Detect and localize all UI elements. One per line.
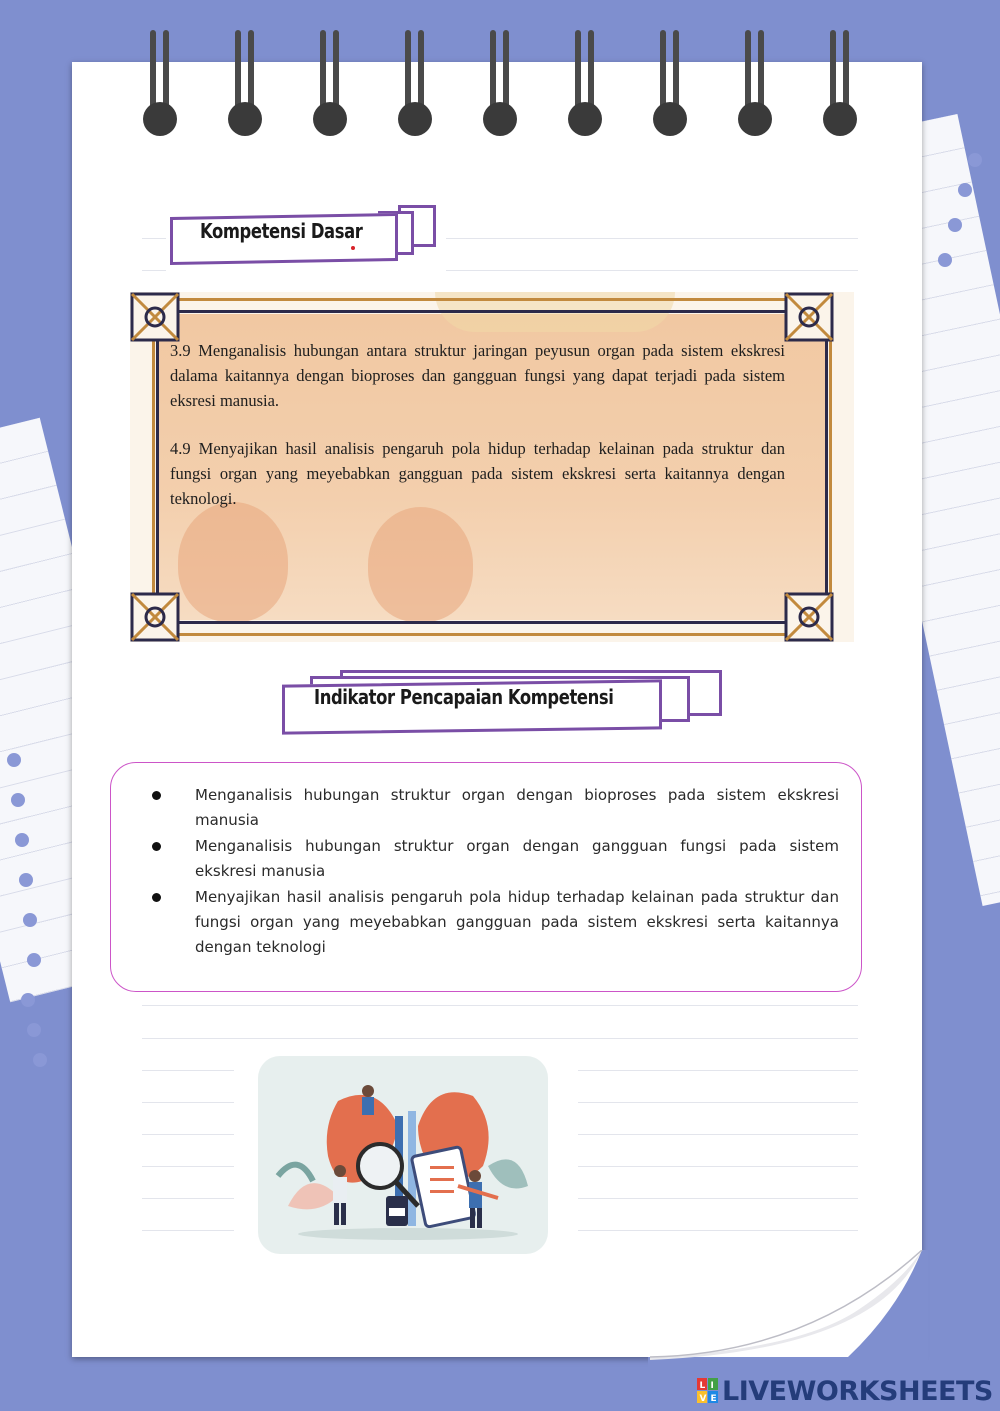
logo-letter: V [699,1394,707,1404]
kidney-doctors-illustration [258,1056,548,1254]
ring-icon [228,30,262,136]
corner-ornament-icon [130,292,180,342]
kd-box [130,292,854,642]
bullet-icon [152,842,161,851]
ipk-heading [280,668,725,738]
logo-letter: I [710,1381,714,1391]
liveworksheets-logo-icon [697,1378,719,1404]
ipk-list [149,783,839,961]
ring-icon [568,30,602,136]
list-item-text: Menganalisis hubungan struktur organ dengan gangguan fungsi pada sistem ekskresi manusia [195,837,839,880]
ring-icon [143,30,177,136]
bullet-icon [152,893,161,902]
kd-item: 3.9 Menganalisis hubungan antara struktur jaringan peyusun organ pada sistem ekskresi dalama kaitannya dengan bioproses dan gangguan fungsi yang dapat terjadi pada sistem eksresi manusia. [170,341,785,410]
corner-ornament-icon [784,292,834,342]
list-item-text: Menganalisis hubungan struktur organ dengan bioproses pada sistem ekskresi manusia [195,786,839,829]
bullet-icon [152,791,161,800]
logo-letter: L [699,1381,706,1391]
list-item [149,783,839,833]
ring-icon [653,30,687,136]
ipk-box [110,762,862,992]
kd-heading [166,193,446,271]
ring-icon [398,30,432,136]
logo-letter: E [710,1394,717,1404]
ring-icon [313,30,347,136]
list-item [149,834,839,884]
page-curl [648,1250,928,1370]
corner-ornament-icon [784,592,834,642]
logo-text: LIVEWORKSHEETS [722,1375,993,1407]
list-item [149,885,839,960]
liveworksheets-logo [697,1376,993,1406]
kd-text [170,338,785,534]
kd-heading-title: Kompetensi Dasar [200,219,363,243]
ring-icon [823,30,857,136]
ipk-heading-title: Indikator Pencapaian Kompetensi [314,685,614,709]
list-item-text: Menyajikan hasil analisis pengaruh pola hidup terhadap kelainan pada struktur dan fungsi organ yang meyebabkan gangguan pada sistem ekskresi serta kaitannya dengan teknologi [195,888,839,956]
ring-icon [738,30,772,136]
corner-ornament-icon [130,592,180,642]
ring-icon [483,30,517,136]
kd-item: 4.9 Menyajikan hasil analisis pengaruh pola hidup terhadap kelainan pada struktur dan fungsi organ yang meyebabkan gangguan pada sistem ekskresi serta kaitannya dengan teknologi. [170,439,785,508]
red-dot-icon [351,246,355,250]
kidney-illustration-icon [258,1056,548,1254]
